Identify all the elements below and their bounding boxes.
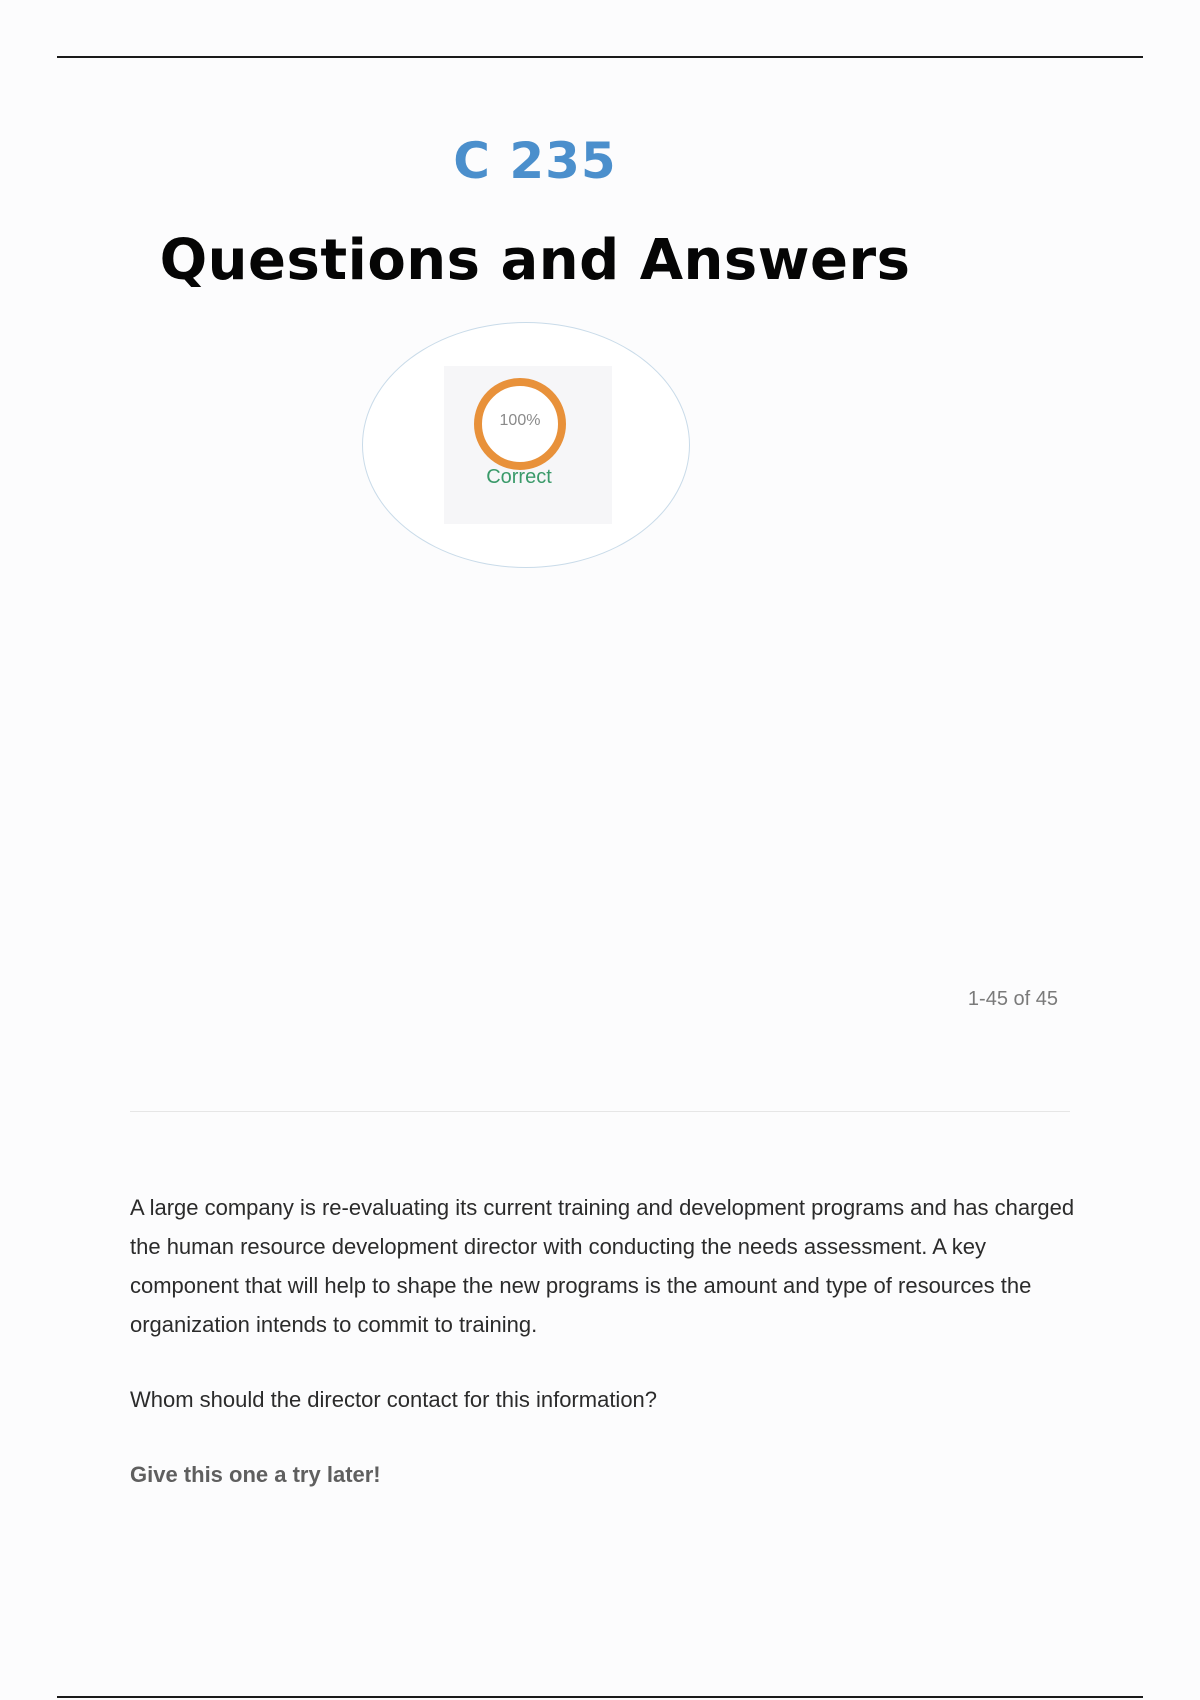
answer-placeholder: Give this one a try later! (130, 1462, 381, 1487)
question-prompt: Whom should the director contact for this information? (130, 1387, 658, 1412)
document-title: Questions and Answers (159, 228, 911, 293)
score-percent: 100% (499, 412, 541, 429)
section-divider (130, 1111, 1070, 1112)
bottom-rule (57, 1696, 1143, 1698)
top-rule (57, 56, 1143, 58)
question-text: A large company is re-evaluating its current training and development programs and has charged the human resource development director with conducting the needs assessment. A key component that will help to shape the new programs is the amount and type of resources the organization intends to commit to training. (130, 1195, 1075, 1337)
pagination-count: 1-45 of 45 (967, 988, 1058, 1010)
score-status-label: Correct (486, 466, 552, 488)
course-code: C 235 (453, 132, 617, 190)
